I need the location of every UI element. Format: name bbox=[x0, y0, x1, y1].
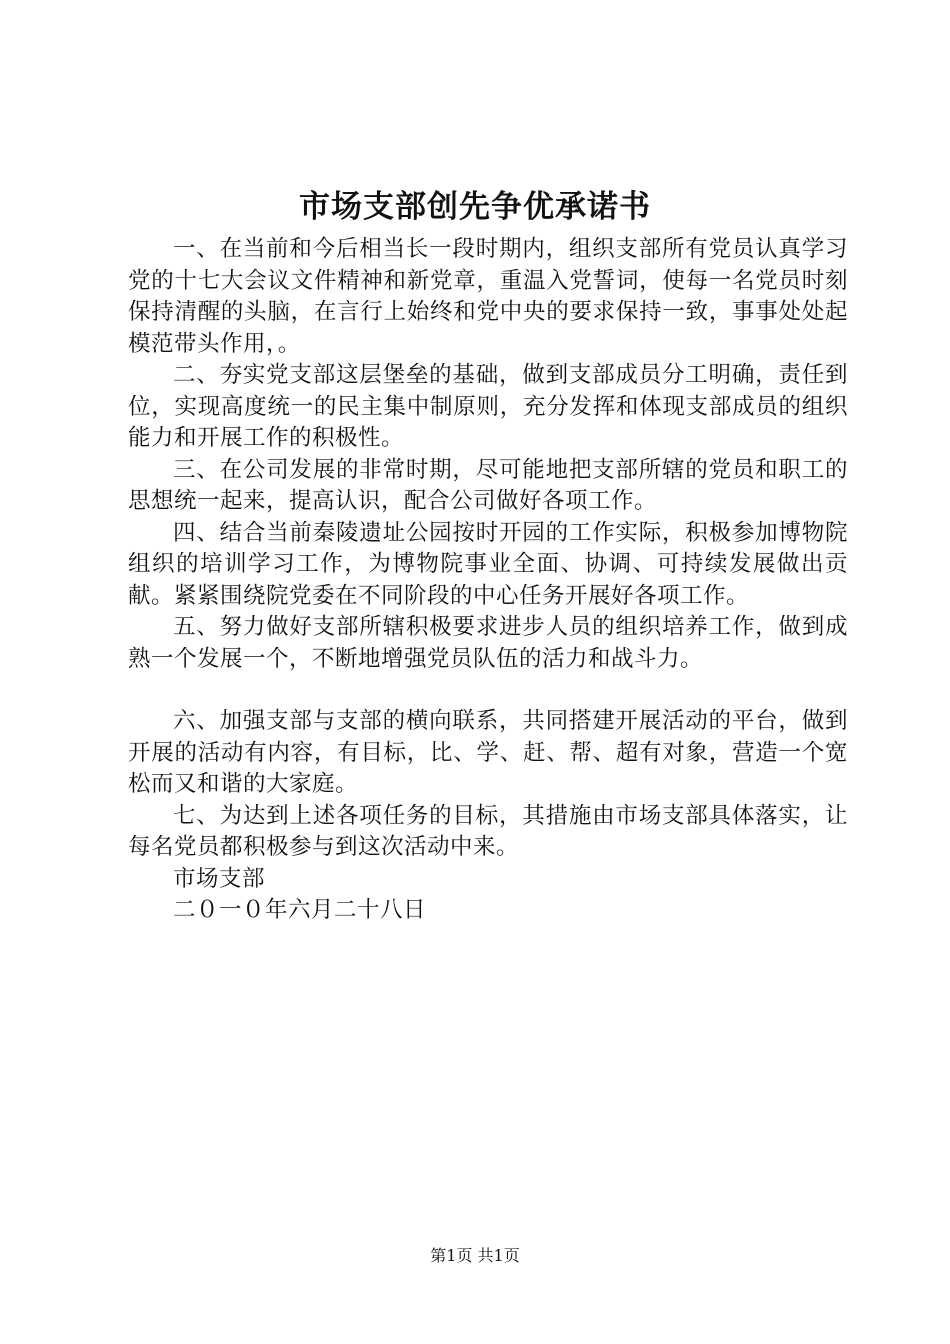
paragraph-1: 一、在当前和今后相当长一段时期内，组织支部所有党员认真学习党的十七大会议文件精神和新党章，重温入党誓词，使每一名党员时刻保持清醒的头脑，在言行上始终和党中央的要求保持一致，事事处处起模范带头作用，。 bbox=[128, 236, 848, 357]
paragraph-5: 五、努力做好支部所辖积极要求进步人员的组织培养工作，做到成熟一个发展一个，不断地增强党员队伍的活力和战斗力。 bbox=[128, 614, 848, 672]
signature-date: 二０一０年六月二十八日 bbox=[173, 897, 427, 923]
paragraph-2: 二、夯实党支部这层堡垒的基础，做到支部成员分工明确，责任到位，实现高度统一的民主集中制原则，充分发挥和体现支部成员的组织能力和开展工作的积极性。 bbox=[128, 362, 848, 451]
paragraph-7: 七、为达到上述各项任务的目标，其措施由市场支部具体落实，让每名党员都积极参与到这次活动中来。 bbox=[128, 802, 848, 860]
paragraph-4: 四、结合当前秦陵遗址公园按时开园的工作实际，积极参加博物院组织的培训学习工作，为博物院事业全面、协调、可持续发展做出贡献。紧紧围绕院党委在不同阶段的中心任务开展好各项工作。 bbox=[128, 519, 848, 609]
page-footer: 第1页 共1页 bbox=[430, 1246, 520, 1265]
paragraph-6: 六、加强支部与支部的横向联系，共同搭建开展活动的平台，做到开展的活动有内容，有目标，比、学、赶、帮、超有对象，营造一个宽松而又和谐的大家庭。 bbox=[128, 708, 848, 797]
paragraph-3: 三、在公司发展的非常时期，尽可能地把支部所辖的党员和职工的思想统一起来，提高认识，配合公司做好各项工作。 bbox=[128, 456, 848, 514]
signature: 市场支部 bbox=[173, 865, 266, 892]
document-title: 市场支部创先争优承诺书 bbox=[299, 189, 651, 225]
document-body bbox=[128, 234, 848, 927]
